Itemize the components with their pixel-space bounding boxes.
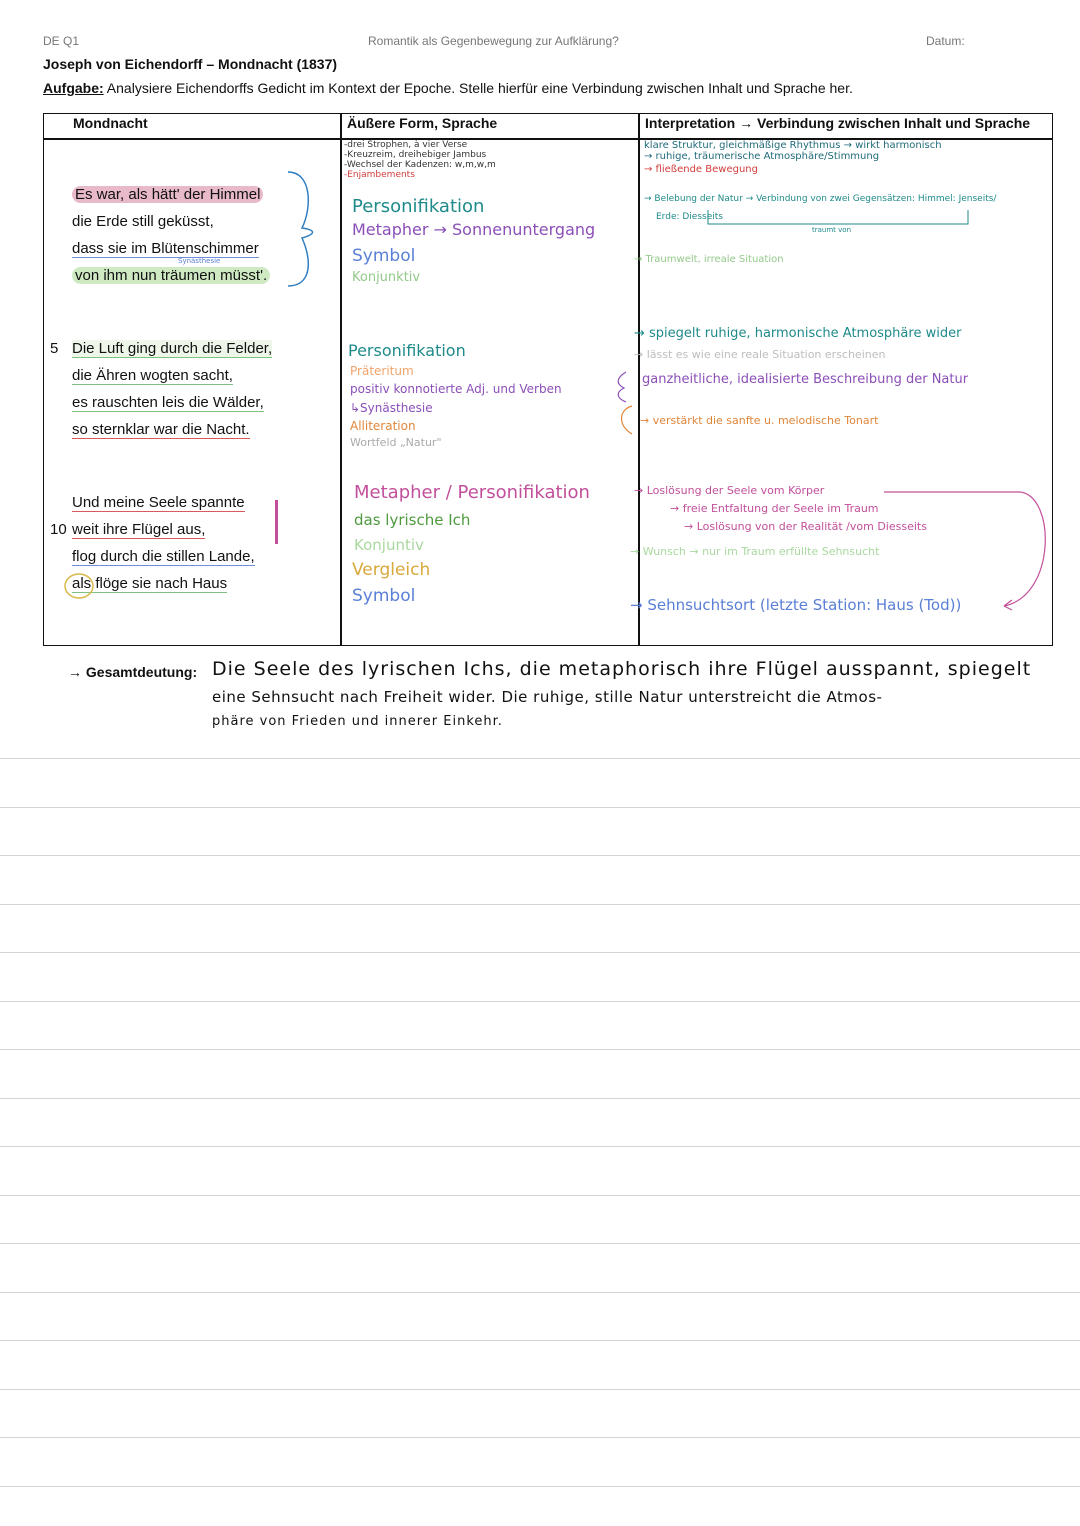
interpretation-line: → Loslösung von der Realität /vom Diesseits	[684, 520, 927, 533]
ruled-line	[0, 904, 1080, 905]
circle-mark-icon	[62, 570, 96, 602]
form-general-line: -Kreuzreim, dreihebiger Jambus	[344, 150, 487, 160]
ruled-line	[0, 1195, 1080, 1196]
interpretation-line: → fließende Bewegung	[644, 164, 758, 175]
summary-line: phäre von Frieden und innerer Einkehr.	[212, 714, 503, 729]
form-item: Konjunktiv	[352, 270, 421, 285]
form-item: Konjuntiv	[354, 536, 424, 554]
form-item: Metapher / Personifikation	[354, 482, 590, 503]
form-general-line: -Enjambements	[344, 170, 415, 180]
ruled-line	[0, 1243, 1080, 1244]
form-general	[344, 140, 496, 180]
topic-label: Romantik als Gegenbewegung zur Aufklärung?	[368, 34, 619, 48]
margin-mark	[275, 500, 278, 544]
date-label: Datum:	[926, 34, 965, 48]
interpretation-general	[644, 140, 942, 176]
line-number: 10	[50, 521, 67, 538]
form-general-line: -Wechsel der Kadenzen: w,m,w,m	[344, 160, 496, 170]
summary-line: eine Sehnsucht nach Freiheit wider. Die ruhige, stille Natur unterstreicht die Atmos-	[212, 688, 883, 706]
interpretation-line: → Traumwelt, irreale Situation	[634, 254, 784, 265]
interpretation-line: → Belebung der Natur → Verbindung von zwei Gegensätzen: Himmel: Jenseits/	[644, 194, 997, 204]
form-item: Symbol	[352, 586, 416, 606]
poem-line: die Erde still geküsst,	[72, 213, 214, 230]
column-header-interpretation: Interpretation → Verbindung zwischen Inhalt und Sprache	[645, 115, 1031, 131]
ruled-line	[0, 952, 1080, 953]
form-general-line: -drei Strophen, à vier Verse	[344, 140, 468, 150]
line-number: 5	[50, 340, 59, 357]
ruled-line	[0, 855, 1080, 856]
interpretation-line: → Loslösung der Seele vom Körper	[634, 484, 825, 497]
form-item: ↳Synästhesie	[350, 401, 433, 415]
interpretation-line: → ruhige, träumerische Atmosphäre/Stimmung	[644, 151, 880, 162]
interpretation-line: → Sehnsuchtsort (letzte Station: Haus (Tod))	[630, 596, 962, 614]
interpretation-line: → spiegelt ruhige, harmonische Atmosphäre wider	[634, 326, 962, 341]
poem-line	[72, 240, 259, 257]
poem-line	[72, 521, 205, 538]
form-item: Personifikation	[348, 341, 466, 360]
poem-line-text: so sternklar war die Nacht.	[72, 421, 250, 438]
ruled-line	[0, 758, 1080, 759]
summary-label: → Gesamtdeutung:	[68, 664, 198, 680]
interpretation-line: → lässt es wie eine reale Situation erscheinen	[634, 348, 886, 361]
interpretation-line: klare Struktur, gleichmäßige Rhythmus → wirkt harmonisch	[644, 140, 942, 151]
ruled-line	[0, 1437, 1080, 1438]
poem-line-text: dass sie im Blütenschimmer	[72, 240, 259, 257]
form-item: Symbol	[352, 246, 416, 266]
synesthesia-annotation: Synästhesie	[178, 257, 221, 265]
form-item: Personifikation	[352, 196, 485, 217]
task-text: Analysiere Eichendorffs Gedicht im Kontext der Epoche. Stelle hierfür eine Verbindung zwischen Inhalt und Sprache her.	[106, 80, 853, 96]
ruled-line	[0, 1292, 1080, 1293]
bracket-icon	[612, 370, 642, 440]
connector-arrow-icon	[700, 206, 980, 228]
column-header-poem: Mondnacht	[73, 115, 148, 131]
poem-line-text: von ihm nun träumen müsst'.	[72, 267, 270, 284]
poem-line-text: als flöge sie nach Haus	[72, 575, 228, 592]
task	[43, 80, 853, 96]
poem-line	[72, 340, 272, 357]
form-item: Wortfeld „Natur"	[350, 436, 442, 449]
interpretation-line: Erde: Diesseits	[656, 212, 723, 222]
poem-line	[72, 494, 245, 511]
interpretation-line: → verstärkt die sanfte u. melodische Tonart	[640, 414, 879, 427]
loop-arrow-icon	[880, 486, 1052, 612]
bracket-icon	[282, 168, 322, 292]
poem-line	[72, 186, 263, 203]
form-item: Metapher → Sonnenuntergang	[352, 220, 596, 239]
poem-line-text: Die Luft ging durch die Felder,	[72, 340, 273, 357]
poem-line-text: die Ähren wogten sacht,	[72, 367, 233, 384]
form-item: Präteritum	[350, 364, 414, 378]
ruled-line	[0, 1486, 1080, 1487]
poem-line-text: Es war, als hätt' der Himmel	[72, 186, 263, 203]
poem-line	[72, 367, 233, 384]
ruled-line	[0, 1340, 1080, 1341]
course-label: DE Q1	[43, 34, 80, 48]
column-divider	[340, 113, 342, 646]
form-item: Alliteration	[350, 419, 416, 433]
ruled-line	[0, 1001, 1080, 1002]
ruled-line	[0, 1146, 1080, 1147]
poem-line-text: Und meine Seele spannte	[72, 494, 245, 511]
poem-line	[72, 394, 264, 411]
ruled-line	[0, 1049, 1080, 1050]
column-header-form: Äußere Form, Sprache	[347, 115, 498, 131]
interpretation-line: → freie Entfaltung der Seele im Traum	[670, 502, 879, 515]
interpretation-line: → Wunsch → nur im Traum erfüllte Sehnsucht	[630, 545, 880, 558]
summary-line: Die Seele des lyrischen Ichs, die metaphorisch ihre Flügel ausspannt, spiegelt	[212, 658, 1032, 680]
ruled-line	[0, 1389, 1080, 1390]
poem-line	[72, 421, 250, 438]
poem-line-text: es rauschten leis die Wälder,	[72, 394, 264, 411]
poem-line-text: weit ihre Flügel aus,	[72, 521, 206, 538]
poem-line-text: flog durch die stillen Lande,	[72, 548, 255, 565]
ruled-line	[0, 807, 1080, 808]
task-label: Aufgabe:	[43, 80, 104, 96]
form-item: das lyrische Ich	[354, 511, 471, 529]
page-title: Joseph von Eichendorff – Mondnacht (1837)	[43, 56, 338, 72]
interpretation-line: traumt von	[812, 226, 851, 234]
poem-line	[72, 548, 255, 565]
form-item: positiv konnotierte Adj. und Verben	[350, 382, 562, 396]
form-item: Vergleich	[352, 560, 431, 580]
ruled-line	[0, 1098, 1080, 1099]
poem-line	[72, 267, 270, 284]
interpretation-line: ganzheitliche, idealisierte Beschreibung der Natur	[642, 372, 969, 387]
